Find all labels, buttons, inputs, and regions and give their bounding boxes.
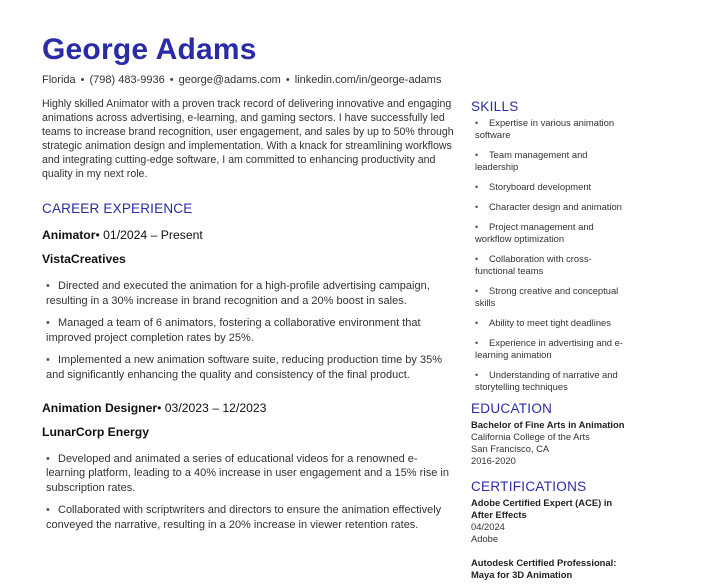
email-link[interactable]: george@adams.com [178, 74, 281, 86]
bullet-marker: • [475, 181, 479, 192]
list-item [42, 503, 454, 532]
education-entry [471, 419, 631, 467]
bullet-marker: • [475, 337, 479, 348]
skill-text: Storyboard development [489, 181, 592, 192]
job-dates: • 01/2024 – Present [95, 228, 203, 242]
bullet-marker: • [46, 317, 50, 330]
certification-entry [471, 557, 631, 581]
skill-text: Project management and workflow optimization [475, 221, 594, 244]
job-bullets [42, 452, 454, 533]
contact-separator: • [80, 74, 85, 86]
degree: Bachelor of Fine Arts in Animation [471, 419, 625, 430]
summary: Highly skilled Animator with a proven track record of delivering innovative and engaging animations across advertising, e-learning, and gaming sectors. I have successfully led teams to increase brand recognition, user engagement, and sales by up to 50% through strategic animation design and implementation. With a knack for streamlining workflows and integrating cutting-edge software, I am committed to enhancing productivity and quality in my next role. [42, 98, 454, 180]
bullet-marker: • [475, 117, 479, 128]
bullet-marker: • [46, 504, 50, 517]
education-dates: 2016-2020 [471, 455, 516, 466]
list-item [471, 285, 631, 309]
certification-name: Adobe Certified Expert (ACE) in After Effects [471, 497, 613, 520]
company-name: VistaCreatives [42, 252, 126, 266]
certification-issuer: Adobe [471, 533, 499, 544]
bullet-marker: • [46, 452, 50, 465]
list-item [471, 253, 631, 277]
skill-text: Understanding of narrative and storytelling techniques [475, 369, 618, 392]
skills-title: SKILLS [471, 99, 519, 114]
bullet-text: Managed a team of 6 animators, fostering a collaborative environment that improved project completion rates by 25%. [46, 317, 421, 344]
skill-text: Team management and leadership [475, 149, 588, 172]
list-item [471, 201, 631, 213]
list-item [471, 181, 631, 193]
career-experience-section [42, 201, 454, 541]
job-title-line [42, 401, 454, 415]
bullet-marker: • [475, 253, 479, 264]
skills-list [471, 117, 631, 393]
skill-text: Expertise in various animation software [475, 117, 615, 140]
skill-text: Ability to meet tight deadlines [489, 317, 611, 328]
job-dates: • 03/2023 – 12/2023 [157, 400, 267, 415]
sidebar [471, 99, 631, 581]
skill-text: Collaboration with cross-functional teams [475, 253, 592, 276]
bullet-marker: • [46, 354, 50, 367]
list-item [471, 117, 631, 141]
school-location: San Francisco, CA [471, 443, 550, 454]
job-bullets [42, 279, 454, 383]
job-title-line [42, 228, 454, 242]
bullet-marker: • [475, 317, 479, 328]
bullet-marker: • [475, 201, 479, 212]
job-role: Animator [42, 228, 96, 242]
contact-separator: • [285, 74, 290, 86]
list-item [42, 452, 454, 496]
bullet-marker: • [475, 285, 479, 296]
list-item [471, 221, 631, 245]
skill-text: Strong creative and conceptual skills [475, 285, 619, 308]
location: Florida [42, 74, 76, 86]
certifications-title: CERTIFICATIONS [471, 479, 587, 494]
job-entry [42, 401, 454, 533]
school: California College of the Arts [471, 431, 590, 442]
bullet-marker: • [475, 149, 479, 160]
list-item [471, 369, 631, 393]
contact-separator: • [169, 74, 174, 86]
career-experience-title: CAREER EXPERIENCE [42, 201, 193, 216]
list-item [42, 316, 454, 345]
list-item [471, 149, 631, 173]
list-item [471, 337, 631, 361]
bullet-text: Collaborated with scriptwriters and directors to ensure the animation effectively conveyed the narrative, resulting in a 20% increase in viewer retention rates. [46, 504, 442, 531]
bullet-marker: • [475, 369, 479, 380]
list-item [42, 279, 454, 308]
bullet-text: Directed and executed the animation for a high-profile advertising campaign, resulting in a 30% increase in brand recognition and a 20% boost in sales. [46, 280, 430, 307]
skill-text: Character design and animation [489, 201, 622, 212]
candidate-name: George Adams [42, 33, 257, 66]
phone: (798) 483-9936 [89, 74, 165, 86]
job-role: Animation Designer [42, 400, 158, 415]
bullet-marker: • [475, 221, 479, 232]
certification-entry [471, 497, 631, 545]
bullet-text: Implemented a new animation software suite, reducing production time by 35% and significantly enhancing the quality and consistency of the final product. [46, 354, 442, 381]
education-title: EDUCATION [471, 401, 553, 416]
job-entry [42, 228, 454, 383]
certification-date: 04/2024 [471, 521, 505, 532]
bullet-marker: • [46, 280, 50, 292]
company-name: LunarCorp Energy [42, 424, 149, 439]
linkedin-link[interactable]: linkedin.com/in/george-adams [294, 74, 442, 86]
skill-text: Experience in advertising and e-learning animation [475, 337, 623, 360]
list-item [471, 317, 631, 329]
certification-name: Autodesk Certified Professional: Maya for 3D Animation [471, 557, 617, 580]
contact-line [42, 74, 441, 86]
bullet-text: Developed and animated a series of educational videos for a renowned e-learning platform, leading to a 40% increase in user engagement and a 15% rise in subscription rates. [46, 452, 449, 494]
list-item [42, 353, 454, 382]
